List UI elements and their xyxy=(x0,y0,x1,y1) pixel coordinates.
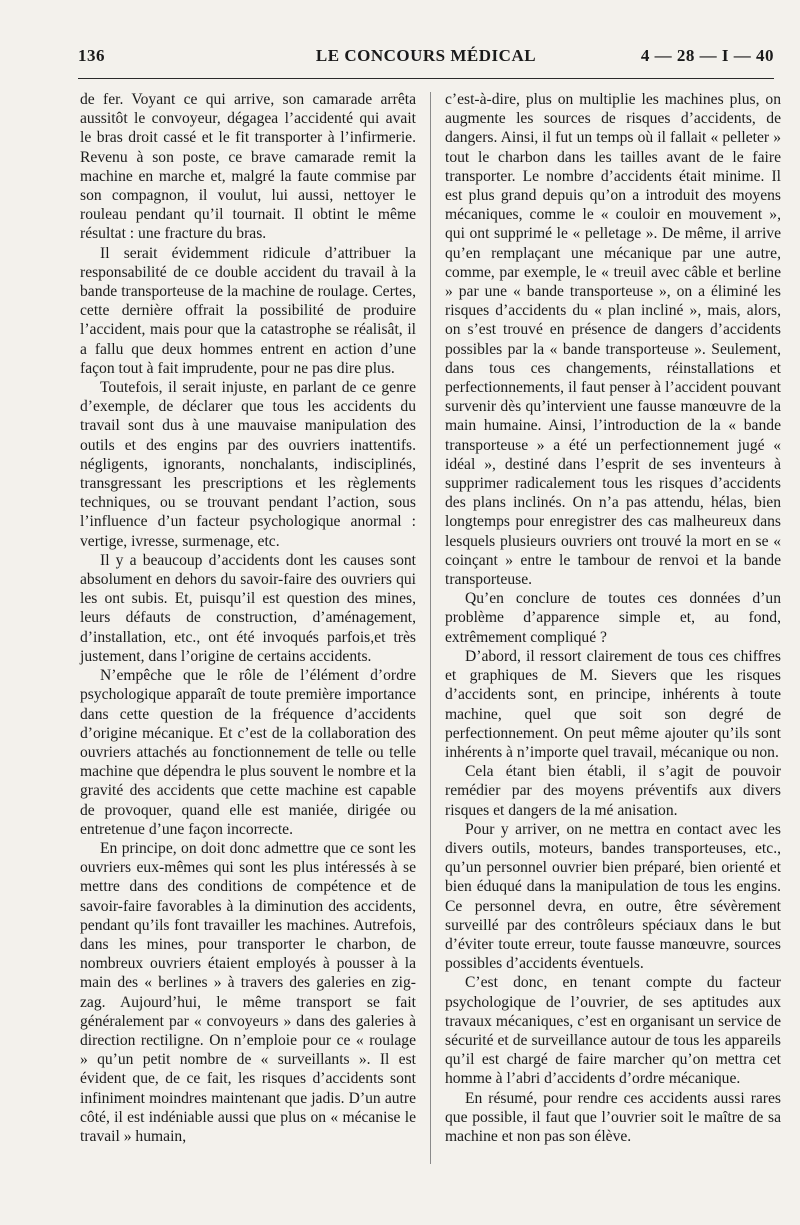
left-column xyxy=(80,90,416,1146)
right-column xyxy=(445,90,781,1146)
paragraph: Il y a beaucoup d’accidents dont les causes sont absolument en dehors du savoir-faire des ouvriers qui les ont subis. Et, puisqu’il est question des mines, leurs défauts de construction, d’aménagement, d’installation, etc., ont été invoqués parfois,et très justement, dans l’origine de certains accidents. xyxy=(80,551,416,665)
paragraph: C’est donc, en tenant compte du facteur psychologique de l’ouvrier, de ses aptitudes aux travaux mécaniques, c’est en organisant un service de sécurité et de surveillance autour de tous les appareils qu’il est chargé de faire marcher qu’on mettra cet homme à l’abri d’accidents d’ordre mécanique. xyxy=(445,974,781,1088)
issue-date: 4 — 28 — I — 40 xyxy=(640,46,774,65)
paragraph: N’empêche que le rôle de l’élément d’ordre psychologique apparaît de toute première importance dans cette question de la fréquence d’accidents d’origine mécanique. Et c’est de la collaboration des ouvriers attachés au fonctionnement de telle ou telle machine que dépendra le plus souvent le nombre et la gravité des accidents que cette machine est capable de provoquer, quand elle est maniée, dirigée ou entretenue d’une façon incorrecte. xyxy=(80,667,416,838)
paragraph: Qu’en conclure de toutes ces données d’un problème d’apparence simple et, au fond, extrêmement compliqué ? xyxy=(445,590,781,646)
journal-title: LE CONCOURS MÉDICAL xyxy=(315,46,537,65)
column-divider xyxy=(430,92,431,1164)
page-header xyxy=(78,46,774,72)
paragraph: Pour y arriver, on ne mettra en contact avec les divers outils, moteurs, bandes transporteuses, etc., qu’un personnel ouvrier bien préparé, bien orienté et bien éduqué dans la manipulation de tous les engins. Ce personnel devra, en outre, être sévèrement surveillé par des contrôleurs spéciaux dans le but d’éviter toute erreur, toute fausse manœuvre, sources possibles d’accidents éventuels. xyxy=(445,820,781,973)
paragraph: de fer. Voyant ce qui arrive, son camarade arrêta aussitôt le convoyeur, dégagea l’accidenté qui avait le bras droit cassé et le fit transporter à l’infirmerie. Revenu à son poste, ce brave camarade remit la machine en marche et, malgré la faute commise par son compagnon, il voulut, lui aussi, nettoyer le rouleau pendant qu’il tournait. Il obtint le même résultat : une fracture du bras. xyxy=(80,91,416,243)
paragraph: En résumé, pour rendre ces accidents aussi rares que possible, il faut que l’ouvrier soit le maître de sa machine et non pas son élève. xyxy=(445,1089,781,1145)
page-number: 136 xyxy=(78,46,105,65)
paragraph: Cela étant bien établi, il s’agit de pouvoir remédier par des moyens préventifs aux divers risques et dangers de la mé anisation. xyxy=(445,763,781,819)
header-rule xyxy=(78,78,774,79)
paragraph: c’est-à-dire, plus on multiplie les machines plus, on augmente les sources de risques d’accidents, de dangers. Ainsi, il fut un temps où il fallait « pelleter » tout le charbon dans les tailles avant de le faire transporter. Le nombre d’accidents était minime. Il est plus grand depuis qu’on a introduit des moyens mécaniques, comme le « couloir en mouvement », qui ont supprimé le « pelletage ». De même, il arrive qu’en remplaçant une mécanique par une autre, comme, par exemple, le « treuil avec câble et berline » par une « bande transporteuse », on a éliminé les risques d’accidents du « plan incliné », mais, alors, on s’est trouvé en présence de dangers d’accidents possibles par la « bande transporteuse ». Seulement, dans tous ces changements, réinstallations et perfectionnements, il faut penser à l’accident pouvant survenir dès qu’intervient une fausse manœuvre de la main humaine. Ainsi, l’introduction de la « bande transporteuse » a été un perfectionnement jugé « idéal », destiné dans l’esprit de ses inventeurs à supprimer radicalement tous les risques d’accidents des plans inclinés. On n’a pas attendu, hélas, bien longtemps pour enregistrer des cas malheureux dans lesquels plusieurs ouvriers ont trouvé la mort en se « coinçant » entre le tambour de renvoi et la bande transporteuse. xyxy=(445,91,781,589)
paragraph: Toutefois, il serait injuste, en parlant de ce genre d’exemple, de déclarer que tous les accidents du travail sont dus à une mauvaise manipulation des outils et des engins par des ouvriers inattentifs. négligents, ignorants, nonchalants, indisciplinés, transgressant les prescriptions et les règlements techniques, ou se trouvant pendant l’action, sous l’influence d’un facteur psychologique anormal : vertige, ivresse, surmenage, etc. xyxy=(80,379,416,550)
paragraph: En principe, on doit donc admettre que ce sont les ouvriers eux-mêmes qui sont les plus intéressés à se mettre dans des conditions de compétence et de savoir-faire favorables à la diminution des accidents, pendant qu’ils font travailler les machines. Autrefois, dans les mines, pour transporter le charbon, de nombreux ouvriers étaient employés à pousser à la main des « berlines » à travers des galeries en zig-zag. Aujourd’hui, le même transport se fait généralement par « convoyeurs » dans des galeries à direction rectiligne. On n’emploie pour ce « roulage » qu’un petit nombre de « surveillants ». Il est évident que, de ce fait, les risques d’accidents sont infiniment moindres maintenant que jadis. D’un autre côté, il est indéniable aussi que plus on « mécanise le travail » humain, xyxy=(80,839,416,1145)
paragraph: D’abord, il ressort clairement de tous ces chiffres et graphiques de M. Sievers que les risques d’accidents sont, en principe, inhérents à toute machine, quel que soit son degré de perfectionnement. On peut même ajouter qu’ils sont inhérents à n’importe quel travail, mécanique ou non. xyxy=(445,647,781,761)
paragraph: Il serait évidemment ridicule d’attribuer la responsabilité de ce double accident du travail à la bande transporteuse de la machine de roulage. Certes, cette dernière offrait la possibilité de produire l’accident, mais pour que la catastrophe se réalisât, il a fallu que deux hommes entrent en action d’une façon tout à fait imprudente, pour ne pas dire plus. xyxy=(80,244,416,377)
